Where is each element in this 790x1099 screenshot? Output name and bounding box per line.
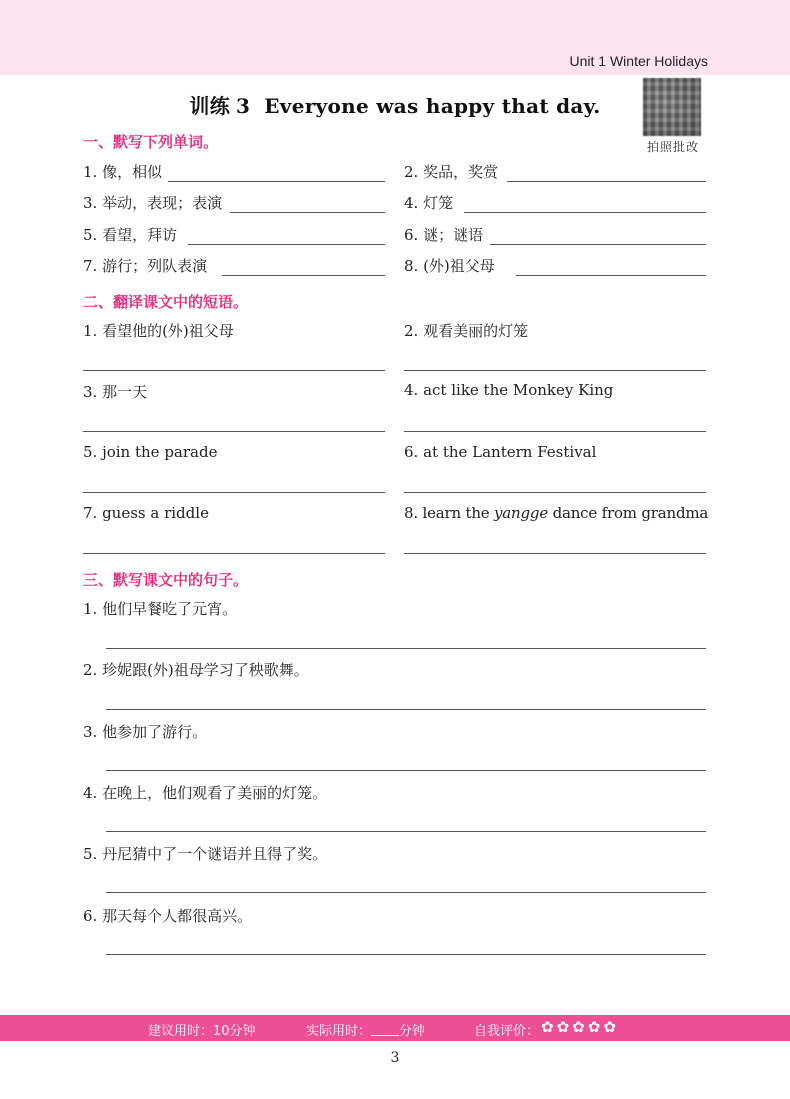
answer-line[interactable] bbox=[106, 709, 706, 710]
answer-line[interactable] bbox=[106, 648, 706, 649]
phrase-item: 1. 看望他的(外)祖父母 bbox=[83, 322, 234, 340]
answer-line[interactable] bbox=[404, 553, 706, 554]
actual-time-label: 实际用时： bbox=[306, 1024, 372, 1039]
actual-time-unit: 分钟 bbox=[399, 1024, 426, 1039]
answer-blank[interactable] bbox=[490, 244, 706, 245]
answer-blank[interactable] bbox=[188, 244, 385, 245]
answer-blank[interactable] bbox=[516, 275, 706, 276]
word-item: 7. 游行；列队表演 bbox=[83, 257, 208, 275]
answer-line[interactable] bbox=[83, 431, 385, 432]
sentence-item: 2. 珍妮跟(外)祖母学习了秧歌舞。 bbox=[83, 661, 309, 679]
section2-heading: 二、翻译课文中的短语。 bbox=[83, 293, 249, 311]
section1-heading: 一、默写下列单词。 bbox=[83, 133, 219, 151]
word-item: 4. 灯笼 bbox=[404, 194, 454, 212]
footer-band bbox=[0, 1015, 790, 1041]
phrase-item: 4. act like the Monkey King bbox=[404, 381, 614, 399]
phrase-item: 3. 那一天 bbox=[83, 383, 148, 401]
phrase-italic-word: yangge bbox=[494, 504, 548, 522]
section3-heading: 三、默写课文中的句子。 bbox=[83, 571, 249, 589]
answer-blank[interactable] bbox=[464, 212, 706, 213]
word-item: 8. (外)祖父母 bbox=[404, 257, 495, 275]
answer-line[interactable] bbox=[83, 370, 385, 371]
answer-line[interactable] bbox=[83, 553, 385, 554]
answer-line[interactable] bbox=[404, 370, 706, 371]
sentence-item: 1. 他们早餐吃了元宵。 bbox=[83, 600, 238, 618]
qr-code-icon[interactable] bbox=[643, 78, 701, 136]
actual-time-blank[interactable] bbox=[371, 1023, 399, 1036]
flower-icon[interactable]: ✿ bbox=[541, 1018, 554, 1036]
suggested-time: 建议用时：10分钟 bbox=[148, 1024, 256, 1039]
answer-blank[interactable] bbox=[230, 212, 385, 213]
answer-line[interactable] bbox=[83, 492, 385, 493]
sentence-item: 6. 那天每个人都很高兴。 bbox=[83, 907, 253, 925]
page-number: 3 bbox=[390, 1050, 400, 1066]
title-number: 3 bbox=[236, 94, 251, 118]
word-item: 6. 谜；谜语 bbox=[404, 226, 484, 244]
word-item: 5. 看望，拜访 bbox=[83, 226, 178, 244]
answer-line[interactable] bbox=[106, 770, 706, 771]
flower-icon[interactable]: ✿ bbox=[572, 1018, 585, 1036]
unit-label: Unit 1 Winter Holidays bbox=[569, 53, 708, 69]
self-eval-stars bbox=[541, 1019, 619, 1036]
answer-blank[interactable] bbox=[222, 275, 385, 276]
answer-line[interactable] bbox=[106, 892, 706, 893]
qr-caption: 拍照批改 bbox=[646, 140, 699, 154]
self-eval-label: 自我评价： bbox=[474, 1024, 540, 1039]
answer-line[interactable] bbox=[106, 831, 706, 832]
flower-icon[interactable]: ✿ bbox=[587, 1018, 601, 1036]
title-text: Everyone was happy that day. bbox=[264, 94, 601, 118]
answer-blank[interactable] bbox=[168, 181, 385, 182]
sentence-item: 5. 丹尼猜中了一个谜语并且得了奖。 bbox=[83, 845, 328, 863]
word-item: 1. 像，相似 bbox=[83, 163, 163, 181]
title-prefix: 训练 bbox=[189, 94, 231, 118]
phrase-item: 7. guess a riddle bbox=[83, 504, 209, 522]
phrase-text: 8. learn the bbox=[404, 504, 495, 522]
answer-blank[interactable] bbox=[507, 181, 706, 182]
flower-icon[interactable]: ✿ bbox=[556, 1018, 570, 1036]
phrase-item: 6. at the Lantern Festival bbox=[404, 443, 597, 461]
sentence-item: 3. 他参加了游行。 bbox=[83, 723, 208, 741]
word-item: 2. 奖品，奖赏 bbox=[404, 163, 499, 181]
answer-line[interactable] bbox=[106, 954, 706, 955]
answer-line[interactable] bbox=[404, 431, 706, 432]
phrase-item bbox=[404, 504, 708, 522]
sentence-item: 4. 在晚上，他们观看了美丽的灯笼。 bbox=[83, 784, 328, 802]
answer-line[interactable] bbox=[404, 492, 706, 493]
actual-time bbox=[306, 1020, 425, 1039]
phrase-item: 2. 观看美丽的灯笼 bbox=[404, 322, 529, 340]
flower-icon[interactable]: ✿ bbox=[603, 1018, 616, 1036]
phrase-text: dance from grandma bbox=[548, 504, 709, 522]
word-item: 3. 举动，表现；表演 bbox=[83, 194, 223, 212]
phrase-item: 5. join the parade bbox=[83, 443, 218, 461]
